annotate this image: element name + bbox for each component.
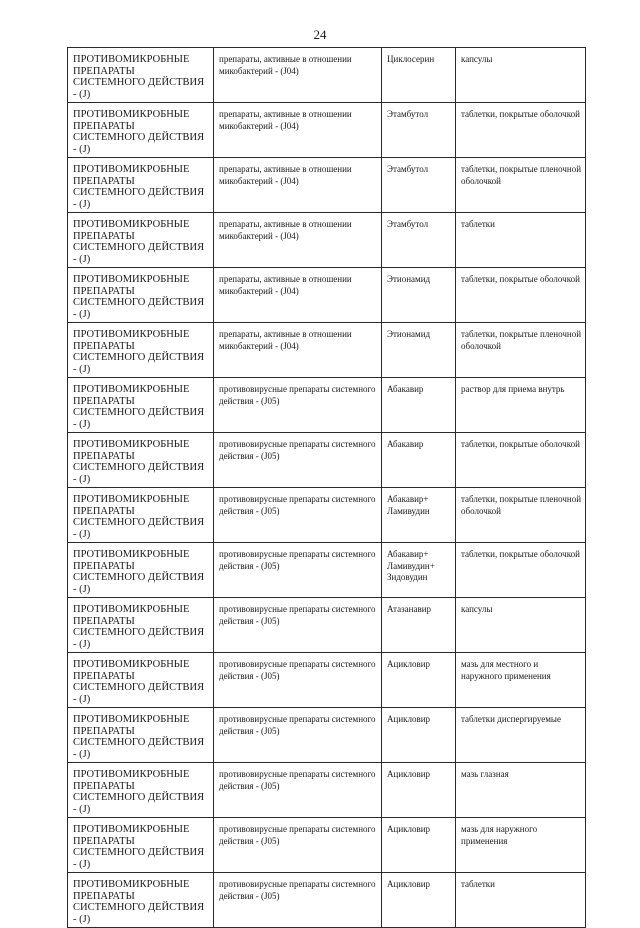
table-row: [68, 48, 586, 103]
table-row: [68, 818, 586, 873]
drug-name-cell: Этионамид: [382, 323, 456, 378]
atc-group-cell: ПРОТИВОМИКРОБНЫЕ ПРЕПАРАТЫ СИСТЕМНОГО ДЕЙСТВИЯ - (J): [68, 378, 214, 433]
dosage-form-cell: капсулы: [456, 48, 586, 103]
atc-subgroup-cell: препараты, активные в отношении микобактерий - (J04): [214, 213, 382, 268]
dosage-form-cell: раствор для приема внутрь: [456, 378, 586, 433]
dosage-form-cell: таблетки, покрытые пленочной оболочкой: [456, 323, 586, 378]
atc-subgroup-cell: противовирусные препараты системного действия - (J05): [214, 708, 382, 763]
drug-table: [67, 47, 586, 928]
dosage-form-cell: таблетки, покрытые пленочной оболочкой: [456, 488, 586, 543]
atc-group-cell: ПРОТИВОМИКРОБНЫЕ ПРЕПАРАТЫ СИСТЕМНОГО ДЕЙСТВИЯ - (J): [68, 323, 214, 378]
atc-group-cell: ПРОТИВОМИКРОБНЫЕ ПРЕПАРАТЫ СИСТЕМНОГО ДЕЙСТВИЯ - (J): [68, 598, 214, 653]
table-row: [68, 158, 586, 213]
dosage-form-cell: таблетки диспергируемые: [456, 708, 586, 763]
atc-group-cell: ПРОТИВОМИКРОБНЫЕ ПРЕПАРАТЫ СИСТЕМНОГО ДЕЙСТВИЯ - (J): [68, 543, 214, 598]
atc-group-cell: ПРОТИВОМИКРОБНЫЕ ПРЕПАРАТЫ СИСТЕМНОГО ДЕЙСТВИЯ - (J): [68, 213, 214, 268]
table-row: [68, 708, 586, 763]
drug-name-cell: Атазанавир: [382, 598, 456, 653]
atc-group-cell: ПРОТИВОМИКРОБНЫЕ ПРЕПАРАТЫ СИСТЕМНОГО ДЕЙСТВИЯ - (J): [68, 763, 214, 818]
atc-subgroup-cell: препараты, активные в отношении микобактерий - (J04): [214, 268, 382, 323]
atc-subgroup-cell: препараты, активные в отношении микобактерий - (J04): [214, 158, 382, 213]
dosage-form-cell: таблетки: [456, 213, 586, 268]
drug-name-cell: Этамбутол: [382, 158, 456, 213]
atc-subgroup-cell: препараты, активные в отношении микобактерий - (J04): [214, 323, 382, 378]
atc-group-cell: ПРОТИВОМИКРОБНЫЕ ПРЕПАРАТЫ СИСТЕМНОГО ДЕЙСТВИЯ - (J): [68, 708, 214, 763]
page-number: 24: [313, 27, 327, 42]
dosage-form-cell: мазь для наружного применения: [456, 818, 586, 873]
atc-subgroup-cell: противовирусные препараты системного действия - (J05): [214, 653, 382, 708]
atc-subgroup-cell: противовирусные препараты системного действия - (J05): [214, 763, 382, 818]
atc-group-cell: ПРОТИВОМИКРОБНЫЕ ПРЕПАРАТЫ СИСТЕМНОГО ДЕЙСТВИЯ - (J): [68, 818, 214, 873]
table-row: [68, 543, 586, 598]
drug-name-cell: Этамбутол: [382, 213, 456, 268]
table-row: [68, 598, 586, 653]
atc-group-cell: ПРОТИВОМИКРОБНЫЕ ПРЕПАРАТЫ СИСТЕМНОГО ДЕЙСТВИЯ - (J): [68, 103, 214, 158]
atc-group-cell: ПРОТИВОМИКРОБНЫЕ ПРЕПАРАТЫ СИСТЕМНОГО ДЕЙСТВИЯ - (J): [68, 48, 214, 103]
atc-subgroup-cell: препараты, активные в отношении микобактерий - (J04): [214, 103, 382, 158]
table-row: [68, 873, 586, 928]
atc-subgroup-cell: противовирусные препараты системного действия - (J05): [214, 488, 382, 543]
table-row: [68, 323, 586, 378]
table-row: [68, 378, 586, 433]
atc-group-cell: ПРОТИВОМИКРОБНЫЕ ПРЕПАРАТЫ СИСТЕМНОГО ДЕЙСТВИЯ - (J): [68, 433, 214, 488]
table-row: [68, 433, 586, 488]
dosage-form-cell: мазь для местного и наружного применения: [456, 653, 586, 708]
drug-name-cell: Ацикловир: [382, 873, 456, 928]
dosage-form-cell: таблетки, покрытые оболочкой: [456, 543, 586, 598]
dosage-form-cell: таблетки, покрытые пленочной оболочкой: [456, 158, 586, 213]
atc-subgroup-cell: противовирусные препараты системного действия - (J05): [214, 433, 382, 488]
dosage-form-cell: таблетки, покрытые оболочкой: [456, 268, 586, 323]
drug-name-cell: Ацикловир: [382, 763, 456, 818]
drug-name-cell: Ацикловир: [382, 818, 456, 873]
drug-name-cell: Этамбутол: [382, 103, 456, 158]
atc-subgroup-cell: противовирусные препараты системного действия - (J05): [214, 543, 382, 598]
atc-group-cell: ПРОТИВОМИКРОБНЫЕ ПРЕПАРАТЫ СИСТЕМНОГО ДЕЙСТВИЯ - (J): [68, 873, 214, 928]
table-row: [68, 488, 586, 543]
drug-name-cell: Ацикловир: [382, 708, 456, 763]
table-row: [68, 763, 586, 818]
atc-subgroup-cell: противовирусные препараты системного действия - (J05): [214, 818, 382, 873]
dosage-form-cell: таблетки, покрытые оболочкой: [456, 103, 586, 158]
dosage-form-cell: капсулы: [456, 598, 586, 653]
atc-group-cell: ПРОТИВОМИКРОБНЫЕ ПРЕПАРАТЫ СИСТЕМНОГО ДЕЙСТВИЯ - (J): [68, 158, 214, 213]
drug-name-cell: Циклосерин: [382, 48, 456, 103]
table-row: [68, 103, 586, 158]
drug-name-cell: Абакавир+ Ламивудин+ Зидовудин: [382, 543, 456, 598]
table-row: [68, 213, 586, 268]
atc-subgroup-cell: препараты, активные в отношении микобактерий - (J04): [214, 48, 382, 103]
drug-name-cell: Абакавир+ Ламивудин: [382, 488, 456, 543]
drug-name-cell: Абакавир: [382, 378, 456, 433]
drug-table-body: [68, 48, 586, 928]
atc-subgroup-cell: противовирусные препараты системного действия - (J05): [214, 873, 382, 928]
drug-name-cell: Абакавир: [382, 433, 456, 488]
drug-name-cell: Этионамид: [382, 268, 456, 323]
dosage-form-cell: мазь глазная: [456, 763, 586, 818]
table-row: [68, 268, 586, 323]
atc-group-cell: ПРОТИВОМИКРОБНЫЕ ПРЕПАРАТЫ СИСТЕМНОГО ДЕЙСТВИЯ - (J): [68, 653, 214, 708]
atc-group-cell: ПРОТИВОМИКРОБНЫЕ ПРЕПАРАТЫ СИСТЕМНОГО ДЕЙСТВИЯ - (J): [68, 488, 214, 543]
drug-name-cell: Ацикловир: [382, 653, 456, 708]
table-row: [68, 653, 586, 708]
dosage-form-cell: таблетки, покрытые оболочкой: [456, 433, 586, 488]
atc-group-cell: ПРОТИВОМИКРОБНЫЕ ПРЕПАРАТЫ СИСТЕМНОГО ДЕЙСТВИЯ - (J): [68, 268, 214, 323]
atc-subgroup-cell: противовирусные препараты системного действия - (J05): [214, 598, 382, 653]
dosage-form-cell: таблетки: [456, 873, 586, 928]
atc-subgroup-cell: противовирусные препараты системного действия - (J05): [214, 378, 382, 433]
